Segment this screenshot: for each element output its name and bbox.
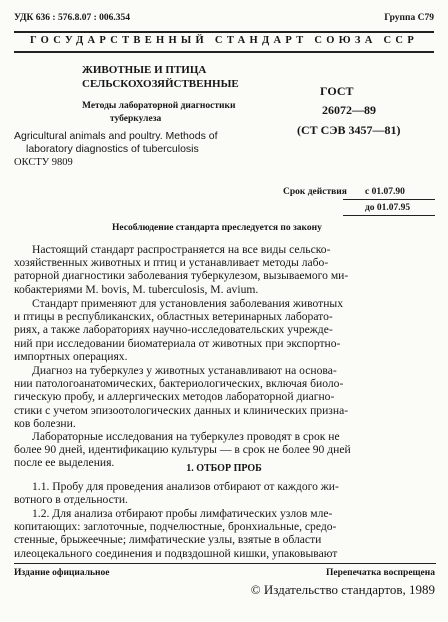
- gost-number: 26072—89: [322, 103, 376, 117]
- text-line: ний при исследовании биоматериала от животных при экспортно-: [14, 336, 341, 350]
- state-standard-banner: ГОСУДАРСТВЕННЫЙ СТАНДАРТ СОЮЗА ССР: [29, 35, 419, 46]
- text-line: илеоцекального соединения и подвздошной кишки, упаковывают: [14, 546, 338, 560]
- validity-from: с 01.07.90: [365, 187, 405, 197]
- text-line: и птицы в республиканских, областных ветеринарных лаборато-: [14, 310, 333, 324]
- reprint-notice: Перепечатка воспрещена: [325, 568, 435, 578]
- intro-paragraph-2: [14, 297, 436, 363]
- text-line: Настоящий стандарт распространяется на все виды сельско-: [32, 243, 331, 256]
- text-line: более 90 дней, идентификацию культуры — в срок не более 90 дней: [14, 443, 351, 457]
- english-title-line-1: Agricultural animals and poultry. Methods of: [14, 130, 218, 142]
- text-line: хозяйственных животных и птиц и устанавливает методы лабо-: [14, 256, 329, 270]
- footer-rule: [14, 563, 436, 564]
- group-code: Группа С79: [384, 13, 434, 23]
- english-title-line-2: laboratory diagnostics of tuberculosis: [26, 143, 199, 155]
- text-line: стенные, брыжеечные; лимфатические узлы, взятые в области: [14, 533, 322, 547]
- text-line: 1.1. Пробу для проведения анализов отбирают от каждого жи-: [32, 480, 339, 493]
- header-rule-bottom: [14, 51, 434, 53]
- text-line: после ее выделения.: [14, 456, 115, 470]
- cmea-number: (СТ СЭВ 3457—81): [297, 123, 401, 137]
- text-line: стики с учетом эпизоотологических данных и клинических призна-: [14, 403, 349, 417]
- header-rule-top: [14, 31, 434, 33]
- subtitle-line-2: туберкулеза: [110, 114, 162, 124]
- text-line: Лабораторные исследования на туберкулез проводят в срок не: [32, 430, 340, 443]
- oksty-code: ОКСТУ 9809: [14, 157, 73, 168]
- intro-paragraph-1: [14, 243, 436, 296]
- validity-to: до 01.07.95: [365, 203, 411, 213]
- text-line: копитающих: заглоточные, подчелюстные, бронхиальные, средо-: [14, 520, 337, 534]
- text-line: гическую пробу, и аллергических методов лабораторной диагно-: [14, 390, 335, 404]
- text-line: импортных операциях.: [14, 349, 128, 363]
- text-line: Диагноз на туберкулез у животных устанавливают на основа-: [32, 364, 337, 377]
- text-line: кобактериями M. bovis, M. tuberculosis, M. avium.: [14, 282, 259, 296]
- validity-label: Срок действия: [283, 187, 347, 197]
- udk-code: УДК 636 : 576.8.07 : 006.354: [14, 13, 131, 23]
- gost-label: ГОСТ: [320, 84, 354, 98]
- title-line-1: ЖИВОТНЫЕ И ПТИЦА: [82, 64, 207, 76]
- text-line: Стандарт применяют для установления заболевания животных: [32, 297, 344, 310]
- validity-rule-2: [343, 215, 435, 216]
- intro-paragraph-3: [14, 364, 436, 430]
- text-line: ков болезни.: [14, 416, 76, 430]
- section-heading: 1. ОТБОР ПРОБ: [186, 463, 262, 474]
- clause-1-1: [14, 480, 436, 506]
- text-line: вотного в отдельности.: [14, 493, 128, 507]
- text-line: нии патологоанатомических, бактериологических, включая биоло-: [14, 377, 344, 391]
- text-line: раторной диагностики заболевания туберкулезом, вызываемого ми-: [14, 269, 349, 283]
- title-line-2: СЕЛЬСКОХОЗЯЙСТВЕННЫЕ: [82, 78, 239, 90]
- copyright-notice: © Издательство стандартов, 1989: [250, 582, 435, 597]
- validity-rule-1: [343, 199, 435, 200]
- text-line: риях, а также лабораториях научно-исследовательских учрежде-: [14, 323, 333, 337]
- text-line: 1.2. Для анализа отбирают пробы лимфатических узлов мле-: [32, 507, 333, 520]
- official-edition: Издание официальное: [14, 568, 110, 578]
- subtitle-line-1: Методы лабораторной диагностики: [82, 101, 236, 111]
- clause-1-2: [14, 507, 436, 560]
- legal-warning: Несоблюдение стандарта преследуется по закону: [112, 223, 322, 233]
